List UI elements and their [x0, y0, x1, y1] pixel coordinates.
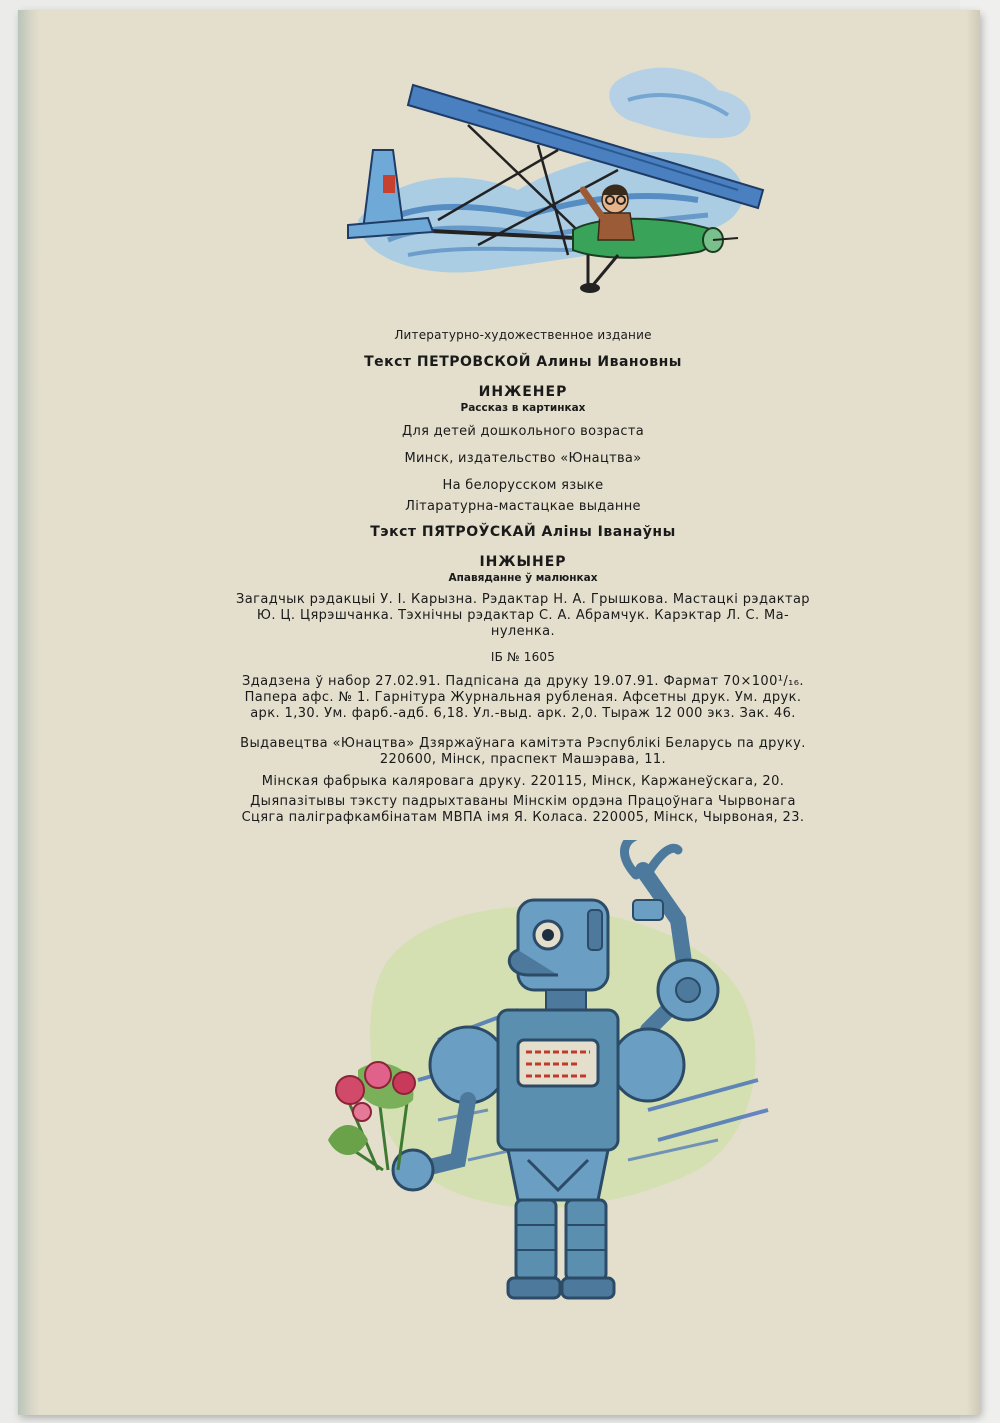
subtitle-ru: Рассказ в картинках	[460, 402, 586, 414]
print-line: Здадзена ў набор 27.02.91. Падпісана да друку 19.07.91. Фармат 70×100¹/₁₆.	[242, 674, 804, 689]
diapos-line: Дыяпазітывы тэксту падрыхтаваны Мінскім ордэна Працоўнага Чырвонага	[250, 794, 796, 809]
subtitle-be: Апавяданне ў малюнках	[448, 572, 598, 584]
diapositives	[228, 794, 818, 826]
print-line: арк. 1,30. Ум. фарб.-адб. 6,18. Ул.-выд. арк. 2,0. Тыраж 12 000 экз. Зак. 46.	[250, 706, 796, 721]
print-line: Папера афс. № 1. Гарнітура Журнальная рубленая. Афсетны друк. Ум. друк.	[244, 690, 802, 705]
edition-type-ru: Литературно-художественное издание	[394, 328, 652, 342]
language-note: На белорусском языке	[442, 478, 604, 493]
publisher-address	[228, 736, 818, 768]
publisher-line: 220600, Мінск, праспект Машэрава, 11.	[379, 752, 667, 767]
publisher-ru: Минск, издательство «Юнацтва»	[404, 451, 642, 466]
page-edge	[966, 10, 980, 1415]
book-page	[18, 10, 980, 1415]
editors-line: Загадчык рэдакцыі У. І. Карызна. Рэдактар Н. А. Грышкова. Мастацкі рэдактар	[236, 592, 810, 607]
author-be: Тэкст ПЯТРОЎСКАЙ Аліны Іванаўны	[370, 524, 676, 540]
robot-with-flowers-illustration	[318, 840, 778, 1310]
editors-line: Ю. Ц. Цярэшчанка. Тэхнічны рэдактар С. А. Абрамчук. Карэктар Л. С. Ма-	[256, 608, 790, 623]
title-ru: ИНЖЕНЕР	[478, 384, 568, 400]
glider-pilot-illustration	[318, 50, 778, 310]
print-details	[228, 674, 818, 722]
ib-number: ІБ № 1605	[490, 650, 556, 664]
diapos-line: Сцяга паліграфкамбінатам МВПА імя Я. Коласа. 220005, Мінск, Чырвоная, 23.	[241, 810, 805, 825]
colophon	[228, 328, 818, 826]
edition-type-be: Літаратурна-мастацкае выданне	[405, 499, 641, 514]
factory-line: Мінская фабрыка каляровага друку. 220115, Мінск, Каржанеўскага, 20.	[261, 774, 785, 789]
title-be: ІНЖЫНЕР	[479, 554, 567, 570]
editors-line: нуленка.	[490, 624, 556, 639]
page-spine	[18, 10, 40, 1415]
editors-block	[228, 592, 818, 640]
publisher-line: Выдавецтва «Юнацтва» Дзяржаўнага камітэта Рэспублікі Беларусь па друку.	[240, 736, 806, 751]
author-ru: Текст ПЕТРОВСКОЙ Алины Ивановны	[364, 354, 682, 370]
audience-ru: Для детей дошкольного возраста	[402, 424, 644, 439]
